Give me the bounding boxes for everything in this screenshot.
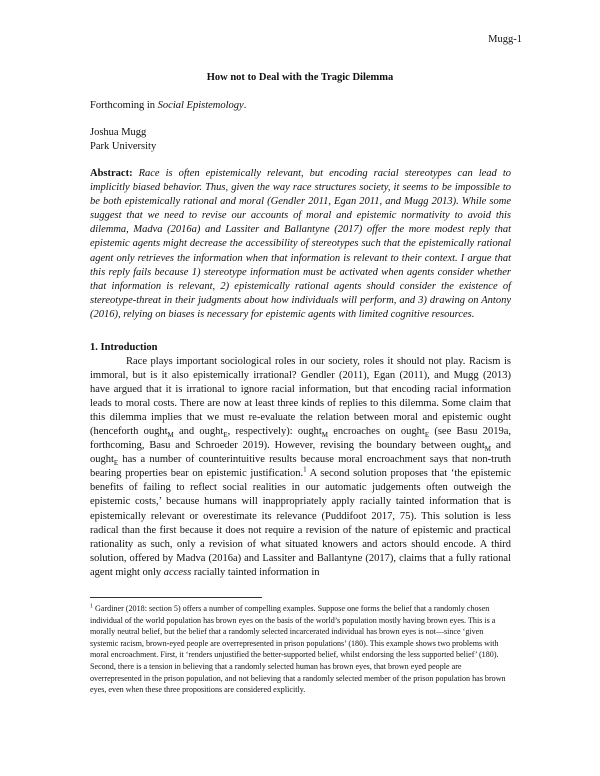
subscript-m: M: [167, 431, 174, 440]
text-run: A second solution proposes that ‘the epistemic benefits of failing to reflect social realities in our automatic judgements often outweigh the epistemic costs,’ because humans will inappropriately apply racially tainted information that is epistemically relevant or overestimate its relevance (Puddifoot 2017, 75). This solution is less radical than the first because it does not require a revision of the nature of epistemic and practical rationality as such, only a revision of what situated knowers and actors should encode. A third solution, offered by Madva (2016a) and Lassiter and Ballantyne (2017), claims that a fully rational agent might only: [90, 468, 511, 578]
subscript-m: M: [484, 445, 491, 454]
subscript-e: E: [223, 431, 228, 440]
abstract-label: Abstract:: [90, 168, 133, 179]
footnote-marker[interactable]: 1: [303, 465, 307, 474]
footnote-number: 1: [90, 603, 93, 610]
subscript-e: E: [113, 459, 119, 468]
subscript-e: E: [424, 431, 430, 440]
venue-suffix: .: [243, 100, 247, 111]
subscript-m: M: [321, 431, 329, 440]
footnote-text: Gardiner (2018: section 5) offers a number of compelling examples. Suppose one forms the belief that a randomly chosen individual of the world population has brown eyes on the basis of the world’s population mostly having brown eyes. This is a morally neutral belief, but the belief that a randomly selected incarcerated individual has brown eyes is not—since ‘given systemic racism, brown-eyed people are overrepresented in prison populations’ (180). This example shows two problems with moral encroachment. First, it ‘renders unjustified the better-supported belief, whilst endorsing the less supported belief’ (180). Second, there is a tension in believing that a randomly selected human has brown eyes, that brown eyed people are overrepresented in the prison population, and not believing that a randomly selected member of the prison population has brown eyes, even when these three propositions are considered explicitly.: [90, 604, 506, 695]
text-run: , respectively): ought: [227, 426, 322, 438]
footnote-divider: [90, 597, 262, 598]
intro-paragraph: [90, 355, 511, 580]
abstract: [90, 167, 511, 322]
author-affiliation: Park University: [90, 141, 157, 152]
venue-prefix: Forthcoming in: [90, 100, 158, 111]
text-run: racially tainted information in: [191, 566, 320, 578]
text-run: encroaches on ought: [328, 426, 425, 438]
text-run: and ought: [90, 440, 511, 466]
running-head: Mugg-1: [488, 34, 522, 45]
paper-title: How not to Deal with the Tragic Dilemma: [206, 72, 394, 83]
section-heading: 1. Introduction: [90, 342, 158, 353]
author-block: [90, 126, 156, 154]
emphasis-access: access: [163, 566, 192, 578]
body-text: [90, 355, 511, 580]
footnote-1: [90, 603, 511, 696]
text-run: Race plays important sociological roles in our society, roles it should not play. Racism is immoral, but is it also epistemically irrational? Gendler (2011), Egan (2011), and Mugg (2013) have argued that it is irrational to ignore racial information, but that encoding racial information leads to moral costs. There are now at least three kinds of replies to this dilemma. Some claim that this dilemma implies that we must re-evaluate the relation between moral and epistemic ought (henceforth ought: [90, 356, 511, 438]
author-name: Joshua Mugg: [90, 127, 147, 138]
text-run: and ought: [173, 426, 224, 438]
text-run: (see Basu 2019a, forthcoming, Basu and Schroeder 2019). However, revising the boundary between ought: [90, 426, 511, 452]
venue-journal: Social Epistemology: [157, 100, 244, 111]
text-run: has a number of counterintuitive results because moral encroachment says that non-truth bearing properties bear on epistemic justification.: [90, 454, 511, 480]
abstract-text: Race is often epistemically relevant, but encoding racial stereotypes can lead to implicitly biased behavior. Thus, given the way race structures society, it seems to be impossible to be both epistemically rational and moral (Gendler 2011, Egan 2011, and Mugg 2013). While some suggest that we need to revise our accounts of moral and epistemic normativity to avoid this dilemma, Madva (2016a) and Lassiter and Ballantyne (2017) offer the more modest reply that epistemic agents might decrease the accessibility of stereotypes such that the epistemically rational agent only retrieves the information when that information is relevant to their context. I argue that this reply fails because 1) stereotype information must be activated when agents consider whether that information is relevant, 2) epistemically rational agents should consider the existence of stereotype-threat in their judgments about how individuals will perform, and 3) drawing on Antony (2016), relying on biases is necessary for epistemic agents with limited cognitive resources.: [90, 168, 511, 320]
publication-venue: [90, 100, 246, 111]
